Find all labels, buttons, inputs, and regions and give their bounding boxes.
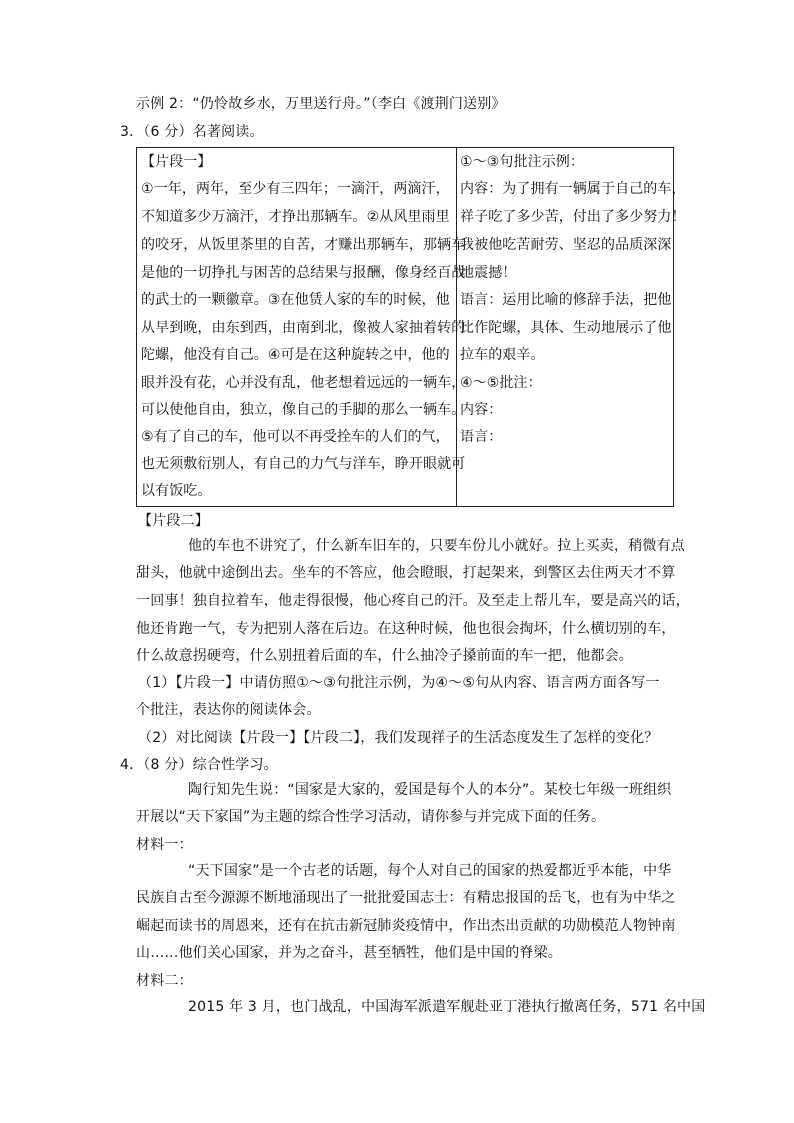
segment2-line: 什么故意拐硬弯，什么别扭着后面的车，什么抽冷子搡前面的车一把，他都会。 bbox=[136, 648, 633, 664]
segment1-line: 眼并没有花，心并没有乱，他老想着远远的一辆车， bbox=[141, 375, 466, 391]
annotation-content-label: 内容： bbox=[460, 402, 503, 418]
segment1-line: 的武士的一颗徽章。③在他赁人家的车的时候，他 bbox=[141, 292, 450, 308]
annotation-task-title: ④～⑤批注： bbox=[460, 375, 542, 391]
segment2-title: 【片段二】 bbox=[138, 513, 209, 529]
question-3-heading: 3．（6 分）名著阅读。 bbox=[120, 124, 264, 140]
segment1-line: 以有饭吃。 bbox=[141, 483, 212, 499]
question-4-intro: 开展以“天下家国”为主题的综合性学习活动，请你参与并完成下面的任务。 bbox=[136, 809, 606, 825]
segment2-line: 一回事！独自拉着车，他走得很慢，他心疼自己的汗。及至走上帮儿车，要是高兴的话， bbox=[136, 593, 690, 609]
segment1-line: 从早到晚，由东到西，由南到北，像被人家抽着转的 bbox=[141, 320, 466, 336]
segment1-line: ⑤有了自己的车，他可以不再受拴车的人们的气， bbox=[141, 429, 450, 445]
question-3-sub2: （2）对比阅读【片段一】【片段二】，我们发现祥子的生活态度发生了怎样的变化？ bbox=[138, 730, 659, 746]
annotation-line: 地震撼！ bbox=[460, 265, 517, 281]
annotation-line: 我被他吃苦耐劳、坚忍的品质深深 bbox=[460, 237, 672, 253]
segment1-line: ①一年，两年，至少有三四年；一滴汗，两滴汗， bbox=[141, 181, 450, 197]
annotation-line: 祥子吃了多少苦，付出了多少努力！ bbox=[460, 209, 686, 225]
segment1-line: 是他的一切挣扎与困苦的总结果与报酬，像身经百战 bbox=[141, 265, 466, 281]
material-1-line: 民族自古至今源源不断地涌现出了一批批爱国志士：有精忠报国的岳飞，也有为中华之 bbox=[136, 890, 676, 906]
annotation-language-label: 语言： bbox=[460, 429, 503, 445]
segment1-line: 可以使他自由，独立，像自己的手脚的那么一辆车。 bbox=[141, 402, 466, 418]
question-3-sub1: 个批注，表达你的阅读体会。 bbox=[136, 702, 321, 718]
segment2-line: 他的车也不讲究了，什么新车旧车的，只要车份儿小就好。拉上买卖，稍微有点 bbox=[188, 538, 685, 554]
segment2-line: 甜头，他就中途倒出去。坐车的不答应，他会瞪眼，打起架来，到警区去住两天才不算 bbox=[136, 565, 676, 581]
annotation-line: 拉车的艰辛。 bbox=[460, 347, 545, 363]
annotation-line: 比作陀螺，具体、生动地展示了他 bbox=[460, 320, 672, 336]
question-3-sub1: （1）【片段一】中请仿照①～③句批注示例，为④～⑤句从内容、语言两方面各写一 bbox=[138, 675, 660, 691]
segment1-title: 【片段一】 bbox=[141, 154, 212, 170]
material-1-line: 崛起而读书的周恩来，还有在抗击新冠肺炎疫情中，作出杰出贡献的功勋模范人物钟南 bbox=[136, 918, 676, 934]
question-4-intro: 陶行知先生说：“国家是大家的，爱国是每个人的本分”。某校七年级一班组织 bbox=[188, 782, 672, 798]
example-2-line: 示例 2：“仍怜故乡水，万里送行舟。”（李白《渡荆门送别》 bbox=[136, 96, 506, 112]
annotation-table bbox=[136, 147, 686, 507]
segment1-line: 也无须敷衍别人，有自己的力气与洋车，睁开眼就可 bbox=[141, 456, 466, 472]
material-1-label: 材料一： bbox=[136, 837, 193, 853]
segment1-line: 陀螺，他没有自己。④可是在这种旋转之中，他的 bbox=[141, 347, 450, 363]
question-4-heading: 4．（8 分）综合性学习。 bbox=[120, 757, 278, 773]
segment1-line: 不知道多少万滴汗，才挣出那辆车。②从风里雨里 bbox=[141, 209, 450, 225]
annotation-line: 语言：运用比喻的修辞手法，把他 bbox=[460, 292, 672, 308]
material-2-line: 2015 年 3 月，也门战乱，中国海军派遣军舰赴亚丁港执行撤离任务，571 名中国 bbox=[188, 999, 706, 1015]
material-1-line: 山……他们关心国家，并为之奋斗，甚至牺牲，他们是中国的脊梁。 bbox=[136, 945, 562, 961]
material-1-line: “天下国家”是一个古老的话题，每个人对自己的国家的热爱都近乎本能，中华 bbox=[188, 863, 672, 879]
segment1-line: 的咬牙，从饭里茶里的自苦，才赚出那辆车，那辆车 bbox=[141, 237, 466, 253]
segment2-line: 他还肯跑一气，专为把别人落在后边。在这种时候，他也很会掏坏，什么横切别的车， bbox=[136, 621, 676, 637]
annotation-line: 内容：为了拥有一辆属于自己的车， bbox=[460, 181, 686, 197]
material-2-label: 材料二： bbox=[136, 973, 193, 989]
annotation-example-title: ①～③句批注示例： bbox=[460, 154, 585, 170]
